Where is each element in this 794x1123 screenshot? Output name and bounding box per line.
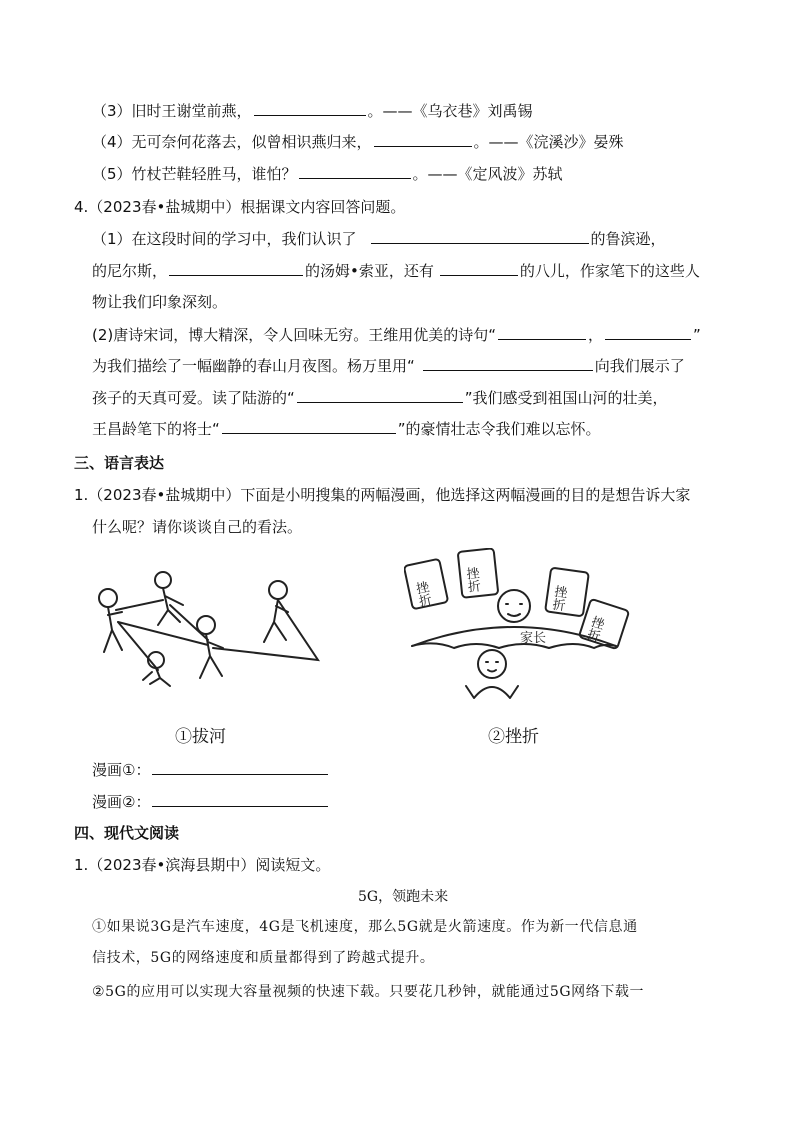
text: 的尼尔斯， [92, 262, 168, 280]
text: 漫画①： [92, 761, 151, 779]
text: ”的豪情壮志令我们难以忘怀。 [397, 420, 601, 438]
section-heading-4: 四、现代文阅读 [74, 824, 180, 842]
answer-blank[interactable] [254, 100, 366, 116]
q4-part2-line2 [92, 355, 685, 377]
q4-part1-line3: 物让我们印象深刻。 [92, 293, 228, 311]
text: 王昌龄笔下的将士“ [92, 420, 220, 438]
answer-blank[interactable] [605, 324, 691, 340]
setback-sign-4: 挫折 [583, 613, 606, 643]
tug-of-war-comic [88, 560, 338, 690]
answer-blank[interactable] [374, 131, 472, 147]
answer-blank[interactable] [498, 324, 586, 340]
text: 的八儿，作家笔下的这些人 [519, 262, 700, 280]
setback-umbrella-comic [404, 548, 634, 708]
text: 为我们描绘了一幅幽静的春山月夜图。杨万里用“ [92, 357, 415, 375]
setback-sign-1: 挫折 [411, 579, 433, 609]
section4-question: 1.（2023春•滨海县期中）阅读短文。 [74, 856, 331, 874]
text: （1）在这段时间的学习中，我们认识了 [92, 230, 357, 248]
q4-part2-line3 [92, 387, 668, 409]
text: (2)唐诗宋词，博大精深，令人回味无穷。王维用优美的诗句“ [92, 326, 497, 344]
section3-question-line2: 什么呢？请你谈谈自己的看法。 [92, 518, 303, 536]
item-3-text: （3）旧时王谢堂前燕， [92, 102, 252, 120]
text: 的汤姆•索亚，还有 [305, 262, 434, 280]
item-4 [92, 131, 624, 153]
setback-sign-3: 挫折 [548, 583, 568, 612]
q4-part2-line1 [92, 324, 701, 346]
item-4-text: （4）无可奈何花落去，似曾相识燕归来， [92, 133, 372, 151]
answer-blank[interactable] [299, 163, 411, 179]
question-4-title: 4.（2023春•盐城期中）根据课文内容回答问题。 [74, 198, 406, 216]
answer-blank[interactable] [371, 228, 589, 244]
q4-part1-line1 [92, 228, 666, 250]
answer-blank[interactable] [222, 418, 396, 434]
item-4-source: 。——《浣溪沙》晏殊 [473, 133, 624, 151]
article-para1-line1: ①如果说3G是汽车速度，4G是飞机速度，那么5G就是火箭速度。作为新一代信息通 [92, 919, 638, 935]
answer-blank[interactable] [152, 759, 328, 775]
comic-caption-2: ②挫折 [488, 727, 539, 747]
comic-answer-2 [92, 791, 330, 813]
text: 向我们展示了 [594, 357, 685, 375]
section-heading-3: 三、语言表达 [74, 454, 165, 472]
text: 孩子的天真可爱。读了陆游的“ [92, 389, 295, 407]
text: 漫画②： [92, 793, 151, 811]
answer-blank[interactable] [297, 387, 463, 403]
text: ”我们感受到祖国山河的壮美， [464, 389, 668, 407]
section3-question-line1: 1.（2023春•盐城期中）下面是小明搜集的两幅漫画，他选择这两幅漫画的目的是想告诉大家 [74, 486, 691, 504]
text: ， [588, 326, 604, 344]
comic-caption-1: ①拔河 [175, 727, 226, 747]
article-title: 5G，领跑未来 [358, 889, 449, 905]
answer-blank[interactable] [169, 260, 303, 276]
item-3-source: 。——《乌衣巷》刘禹锡 [367, 102, 533, 120]
answer-blank[interactable] [152, 791, 328, 807]
comic-answer-1 [92, 759, 330, 781]
setback-sign-2: 挫折 [462, 565, 481, 594]
article-para1-line2: 信技术，5G的网络速度和质量都得到了跨越式提升。 [92, 950, 435, 966]
item-3 [92, 100, 533, 122]
item-5 [92, 163, 563, 185]
article-para2-line1: ②5G的应用可以实现大容量视频的快速下载。只要花几秒钟，就能通过5G网络下载一 [92, 984, 645, 1000]
answer-blank[interactable] [423, 355, 593, 371]
q4-part1-line2 [92, 260, 700, 282]
item-5-source: 。——《定风波》苏轼 [412, 165, 563, 183]
text: ” [693, 326, 701, 344]
text: 的鲁滨逊， [590, 230, 666, 248]
umbrella-label: 家长 [520, 631, 547, 646]
answer-blank[interactable] [440, 260, 518, 276]
q4-part2-line4 [92, 418, 601, 440]
item-5-text: （5）竹杖芒鞋轻胜马，谁怕？ [92, 165, 297, 183]
